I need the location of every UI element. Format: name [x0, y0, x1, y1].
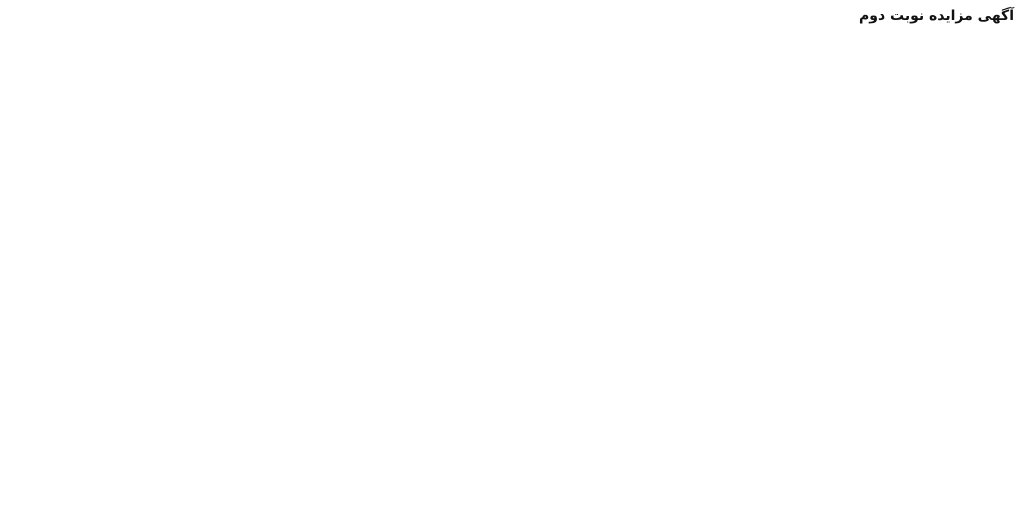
- notice-title: آگهی مزایده نوبت دوم: [858, 8, 1014, 24]
